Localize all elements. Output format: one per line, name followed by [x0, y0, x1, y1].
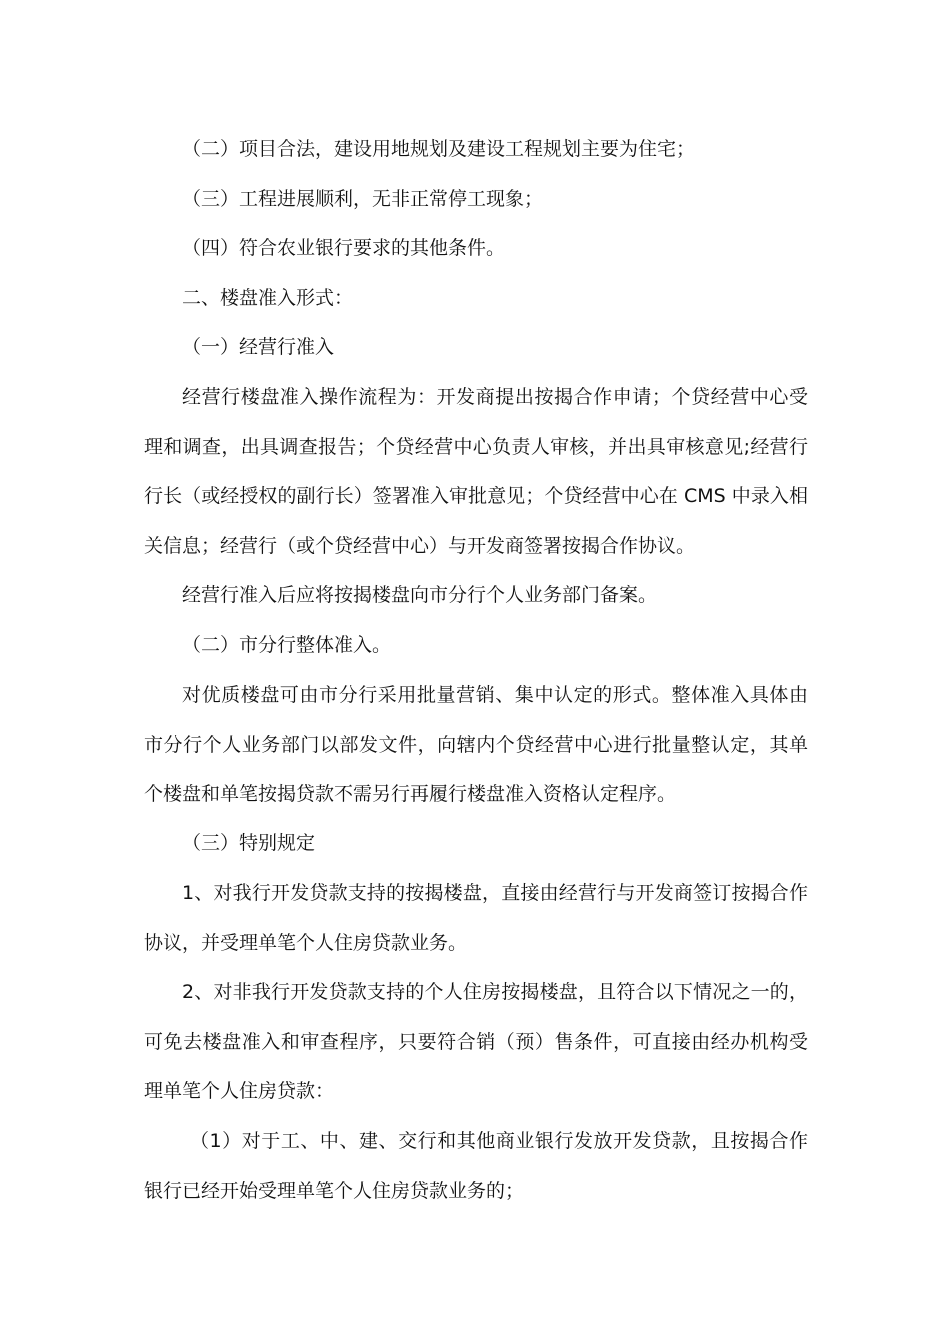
paragraph-special-provision-2-item-1: （1）对于工、中、建、交行和其他商业银行发放开发贷款，且按揭合作银行已经开始受理单笔个人住房贷款业务的；: [144, 1130, 808, 1202]
subheading-city-branch-admission: （二）市分行整体准入。: [182, 634, 392, 656]
subheading-branch-admission: （一）经营行准入: [182, 336, 335, 358]
paragraph-condition-3: （三）工程进展顺利，无非正常停工现象；: [182, 188, 544, 210]
paragraph-branch-filing: 经营行准入后应将按揭楼盘向市分行个人业务部门备案。: [182, 584, 658, 606]
paragraph-branch-admission-process: 经营行楼盘准入操作流程为：开发商提出按揭合作申请；个贷经营中心受理和调查，出具调查报告；个贷经营中心负责人审核，并出具审核意见;经营行行长（或经授权的副行长）签署准入审批意见；个贷经营中心在 CMS 中录入相关信息；经营行（或个贷经营中心）与开发商签署按揭合作协议。: [144, 386, 808, 557]
paragraph-special-provision-2: 2、对非我行开发贷款支持的个人住房按揭楼盘，且符合以下情况之一的，可免去楼盘准入和审查程序，只要符合销（预）售条件，可直接由经办机构受理单笔个人住房贷款：: [144, 981, 808, 1102]
section-heading-admission-forms: 二、楼盘准入形式：: [182, 287, 354, 309]
paragraph-condition-2: （二）项目合法，建设用地规划及建设工程规划主要为住宅；: [182, 138, 696, 160]
paragraph-condition-4: （四）符合农业银行要求的其他条件。: [182, 237, 506, 259]
paragraph-city-branch-admission: 对优质楼盘可由市分行采用批量营销、集中认定的形式。整体准入具体由市分行个人业务部门以部发文件，向辖内个贷经营中心进行批量整认定，其单个楼盘和单笔按揭贷款不需另行再履行楼盘准入资格认定程序。: [144, 684, 808, 805]
paragraph-special-provision-1: 1、对我行开发贷款支持的按揭楼盘，直接由经营行与开发商签订按揭合作协议，并受理单笔个人住房贷款业务。: [144, 882, 808, 954]
subheading-special-provisions: （三）特别规定: [182, 832, 316, 854]
